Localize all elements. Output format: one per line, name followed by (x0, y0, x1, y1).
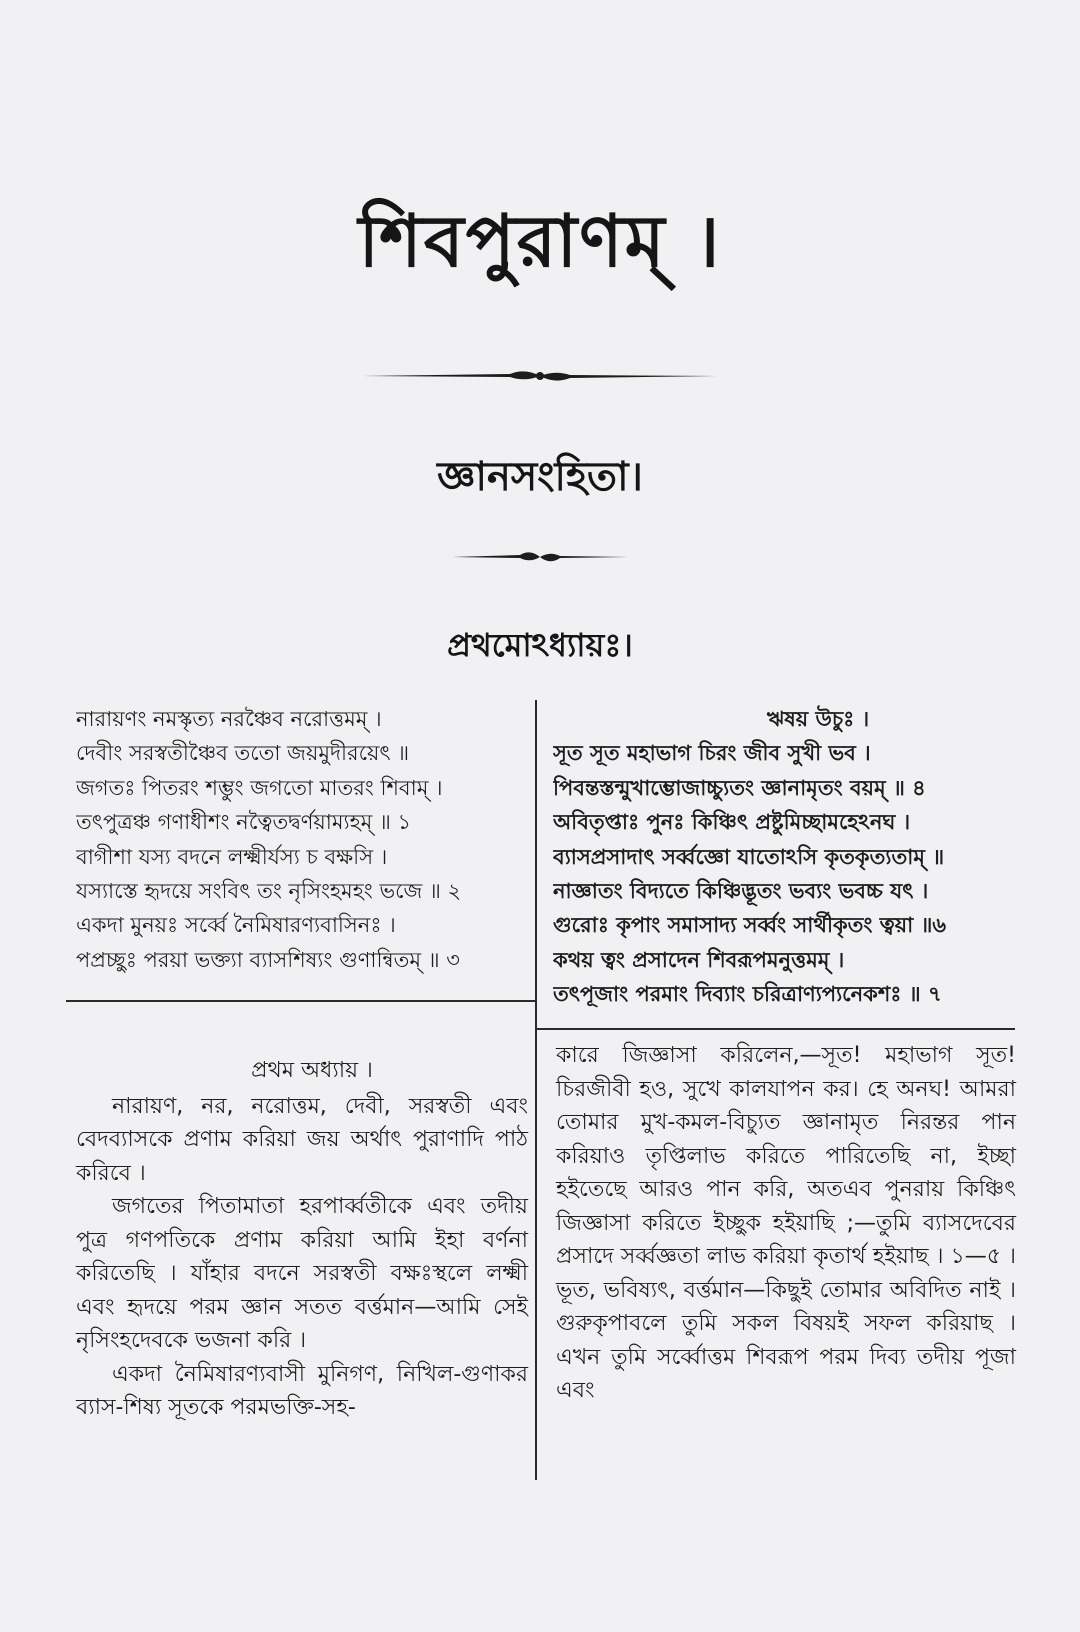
verse-line: একদা মুনয়ঃ সর্ব্বে নৈমিষারণ্যবাসিনঃ । (76, 913, 396, 938)
column-divider-line (535, 700, 537, 1480)
translation-paragraph: কারে জিজ্ঞাসা করিলেন,—সূত! মহাভাগ সূত! চিরজীবী হও, সুখে কালযাপন কর। হে অনঘ! আমরা তোমার মুখ-কমল-বিচ্যুত জ্ঞানামৃত নিরন্তর পান করিয়াও তৃপ্তিলাভ করিতে পারিতেছি না, ইচ্ছা হইতেছে আরও পান করি, অতএব পুনরায় কিঞ্চিৎ জিজ্ঞাসা করিতে ইচ্ছুক হইয়াছি ;—তুমি ব্যাসদেবের প্রসাদে সর্ব্বজ্ঞতা লাভ করিয়া কৃতার্থ হইয়াছ । ১—৫ । ভূত, ভবিষ্যৎ, বর্ত্তমান—কিছুই তোমার অবিদিত নাই । গুরুকৃপাবলে তুমি সকল বিষয়ই সফল করিয়াছ । এখন তুমি সর্ব্বোত্তম শিবরূপ পরম দিব্য তদীয় পূজা এবং (556, 1043, 1016, 1403)
verse-line: যস্যাস্তে হৃদয়ে সংবিৎ তং নৃসিংহমহং ভজে ॥ ২ (76, 879, 462, 904)
verse-line: গুরোঃ কৃপাং সমাসাদ্য সর্ব্বং সার্থীকৃতং ত্বয়া ॥৬ (553, 913, 947, 938)
translation-paragraph: একদা নৈমিষারণ্যবাসী মুনিগণ, নিখিল-গুণাকর ব্যাস-শিষ্য সূতকে পরমভক্তি-সহ- (76, 1361, 528, 1420)
section-subtitle: জ্ঞানসংহিতা। (437, 454, 643, 500)
verse-line: সূত সূত মহাভাগ চিরং জীব সুখী ভব । (553, 741, 871, 766)
translation-right-column (556, 1039, 1016, 1408)
verse-line: ব্যাসপ্রসাদাৎ সর্ব্বজ্ঞো যাতোঽসি কৃতকৃত্যতাম্‌ ॥ (553, 844, 945, 869)
page-title: শিবপুরাণম্‌ । (358, 199, 722, 283)
translation-left-column (76, 1054, 528, 1425)
verse-line: কথয় ত্বং প্রসাদেন শিবরূপমনুত্তমম্‌ । (553, 947, 845, 972)
verse-translation-divider-right (536, 1028, 1015, 1030)
translation-paragraph: জগতের পিতামাতা হরপার্ব্বতীকে এবং তদীয় পুত্র গণপতিকে প্রণাম করিয়া আমি ইহা বর্ণনা করিতেছি । যাঁহার বদনে সরস্বতী বক্ষঃস্থলে লক্ষ্মী এবং হৃদয়ে পরম জ্ঞান সতত বর্ত্তমান—আমি সেই নৃসিংহদেবকে ভজনা করি । (76, 1194, 528, 1353)
verse-line: তৎপুত্রঞ্চ গণাধীশং নত্বৈতদ্বর্ণয়াম্যহম্‌ ॥ ১ (76, 810, 412, 835)
ornament-flourish-icon (360, 366, 720, 386)
verse-translation-divider-left (66, 1000, 536, 1002)
ornament-divider-middle (0, 548, 1080, 566)
verse-line: দেবীং সরস্বতীঞ্চৈব ততো জয়মুদীরয়েৎ ॥ (76, 741, 410, 766)
verse-line: নারায়ণং নমস্কৃত্য নরঞ্চৈব নরোত্তমম্‌ । (76, 707, 382, 731)
chapter-heading: প্রথমোঽধ্যায়ঃ। (447, 626, 633, 664)
ornament-flourish-icon (450, 548, 630, 566)
translation-paragraph: নারায়ণ, নর, নরোত্তম, দেবী, সরস্বতী এবং বেদব্যাসকে প্রণাম করিয়া জয় অর্থাৎ পুরাণাদি পাঠ করিবে । (76, 1093, 528, 1186)
verses-left-column (76, 702, 531, 977)
verse-line: নাজ্ঞাতং বিদ্যতে কিঞ্চিদ্ভূতং ভব্যং ভবচ্চ যৎ । (553, 879, 929, 904)
verse-line: জগতঃ পিতরং শম্ভুং জগতো মাতরং শিবাম্‌ । (76, 775, 443, 800)
verse-line: বাগীশা যস্য বদনে লক্ষ্মীর্যস্য চ বক্ষসি । (76, 844, 388, 869)
verse-line: অবিতৃপ্তাঃ পুনঃ কিঞ্চিৎ প্রষ্টুমিচ্ছামহেঽনঘ । (553, 810, 911, 835)
verses-right-column (553, 702, 1013, 1012)
verse-line: পিবন্তস্তন্মুখাম্ভোজাচ্চ্যুতং জ্ঞানামৃতং বয়ম্‌ ॥ ৪ (553, 775, 926, 800)
translation-heading: প্রথম অধ্যায় । (251, 1058, 373, 1083)
verse-line: তৎপূজাং পরমাং দিব্যাং চরিত্রাণ্যপ্যনেকশঃ ॥ ৭ (553, 982, 942, 1007)
verse-speaker-heading: ঋষয় উচুঃ । (766, 707, 870, 731)
verse-line: পপ্রচ্ছুঃ পরয়া ভক্ত্যা ব্যাসশিষ্যং গুণান্বিতম্‌ ॥ ৩ (76, 947, 460, 972)
ornament-divider-top (0, 366, 1080, 386)
